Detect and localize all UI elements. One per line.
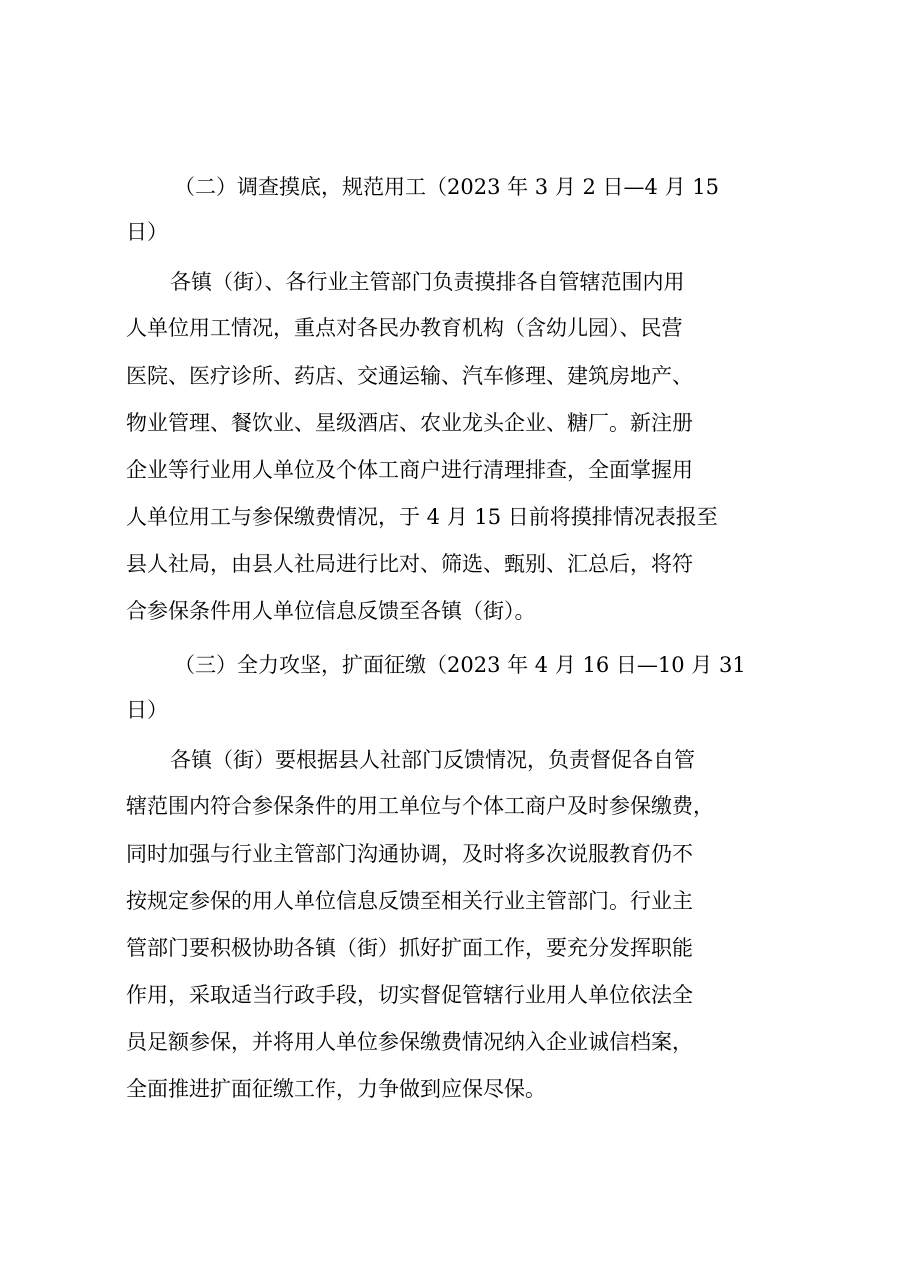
- paragraph-1-line-2: 人单位用工情况，重点对各民办教育机构（含幼儿园）、民营: [126, 316, 683, 340]
- paragraph-1-line-5: 企业等行业用人单位及个体工商户进行清理排查，全面掌握用: [126, 458, 693, 482]
- paragraph-2-line-3: 同时加强与行业主管部门沟通协调，及时将多次说服教育仍不: [126, 842, 693, 866]
- paragraph-2-line-6: 作用，采取适当行政手段，切实督促管辖行业用人单位依法全: [126, 983, 693, 1007]
- paragraph-2-line-4: 按规定参保的用人单位信息反馈至相关行业主管部门。行业主: [126, 889, 693, 913]
- paragraph-2-line-7: 员足额参保，并将用人单位参保缴费情况纳入企业诚信档案，: [126, 1030, 693, 1054]
- heading-section-3: （三）全力攻坚，扩面征缴（2023 年 4 月 16 日—10 月 31: [174, 653, 746, 677]
- paragraph-2-line-5: 管部门要积极协助各镇（街）抓好扩面工作，要充分发挥职能: [126, 936, 693, 960]
- paragraph-1-line-8: 合参保条件用人单位信息反馈至各镇（街）。: [126, 599, 536, 623]
- paragraph-2-line-8: 全面推进扩面征缴工作，力争做到应保尽保。: [126, 1077, 546, 1101]
- paragraph-1-line-6: 人单位用工与参保缴费情况，于 4 月 15 日前将摸排情况表报至: [126, 505, 718, 529]
- heading-section-2-cont: 日）: [126, 220, 168, 244]
- paragraph-1-line-1: 各镇（街）、各行业主管部门负责摸排各自管辖范围内用: [170, 270, 685, 294]
- paragraph-2-line-1: 各镇（街）要根据县人社部门反馈情况，负责督促各自管: [170, 748, 695, 772]
- paragraph-1-line-4: 物业管理、餐饮业、星级酒店、农业龙头企业、糖厂。新注册: [126, 411, 693, 435]
- paragraph-2-line-2: 辖范围内符合参保条件的用工单位与个体工商户及时参保缴费，: [126, 794, 714, 818]
- heading-section-2: （二）调查摸底，规范用工（2023 年 3 月 2 日—4 月 15: [174, 175, 719, 199]
- paragraph-1-line-3: 医院、医疗诊所、药店、交通运输、汽车修理、建筑房地产、: [126, 364, 693, 388]
- paragraph-1-line-7: 县人社局，由县人社局进行比对、筛选、甄别、汇总后，将符: [126, 552, 693, 576]
- heading-section-3-cont: 日）: [126, 698, 168, 722]
